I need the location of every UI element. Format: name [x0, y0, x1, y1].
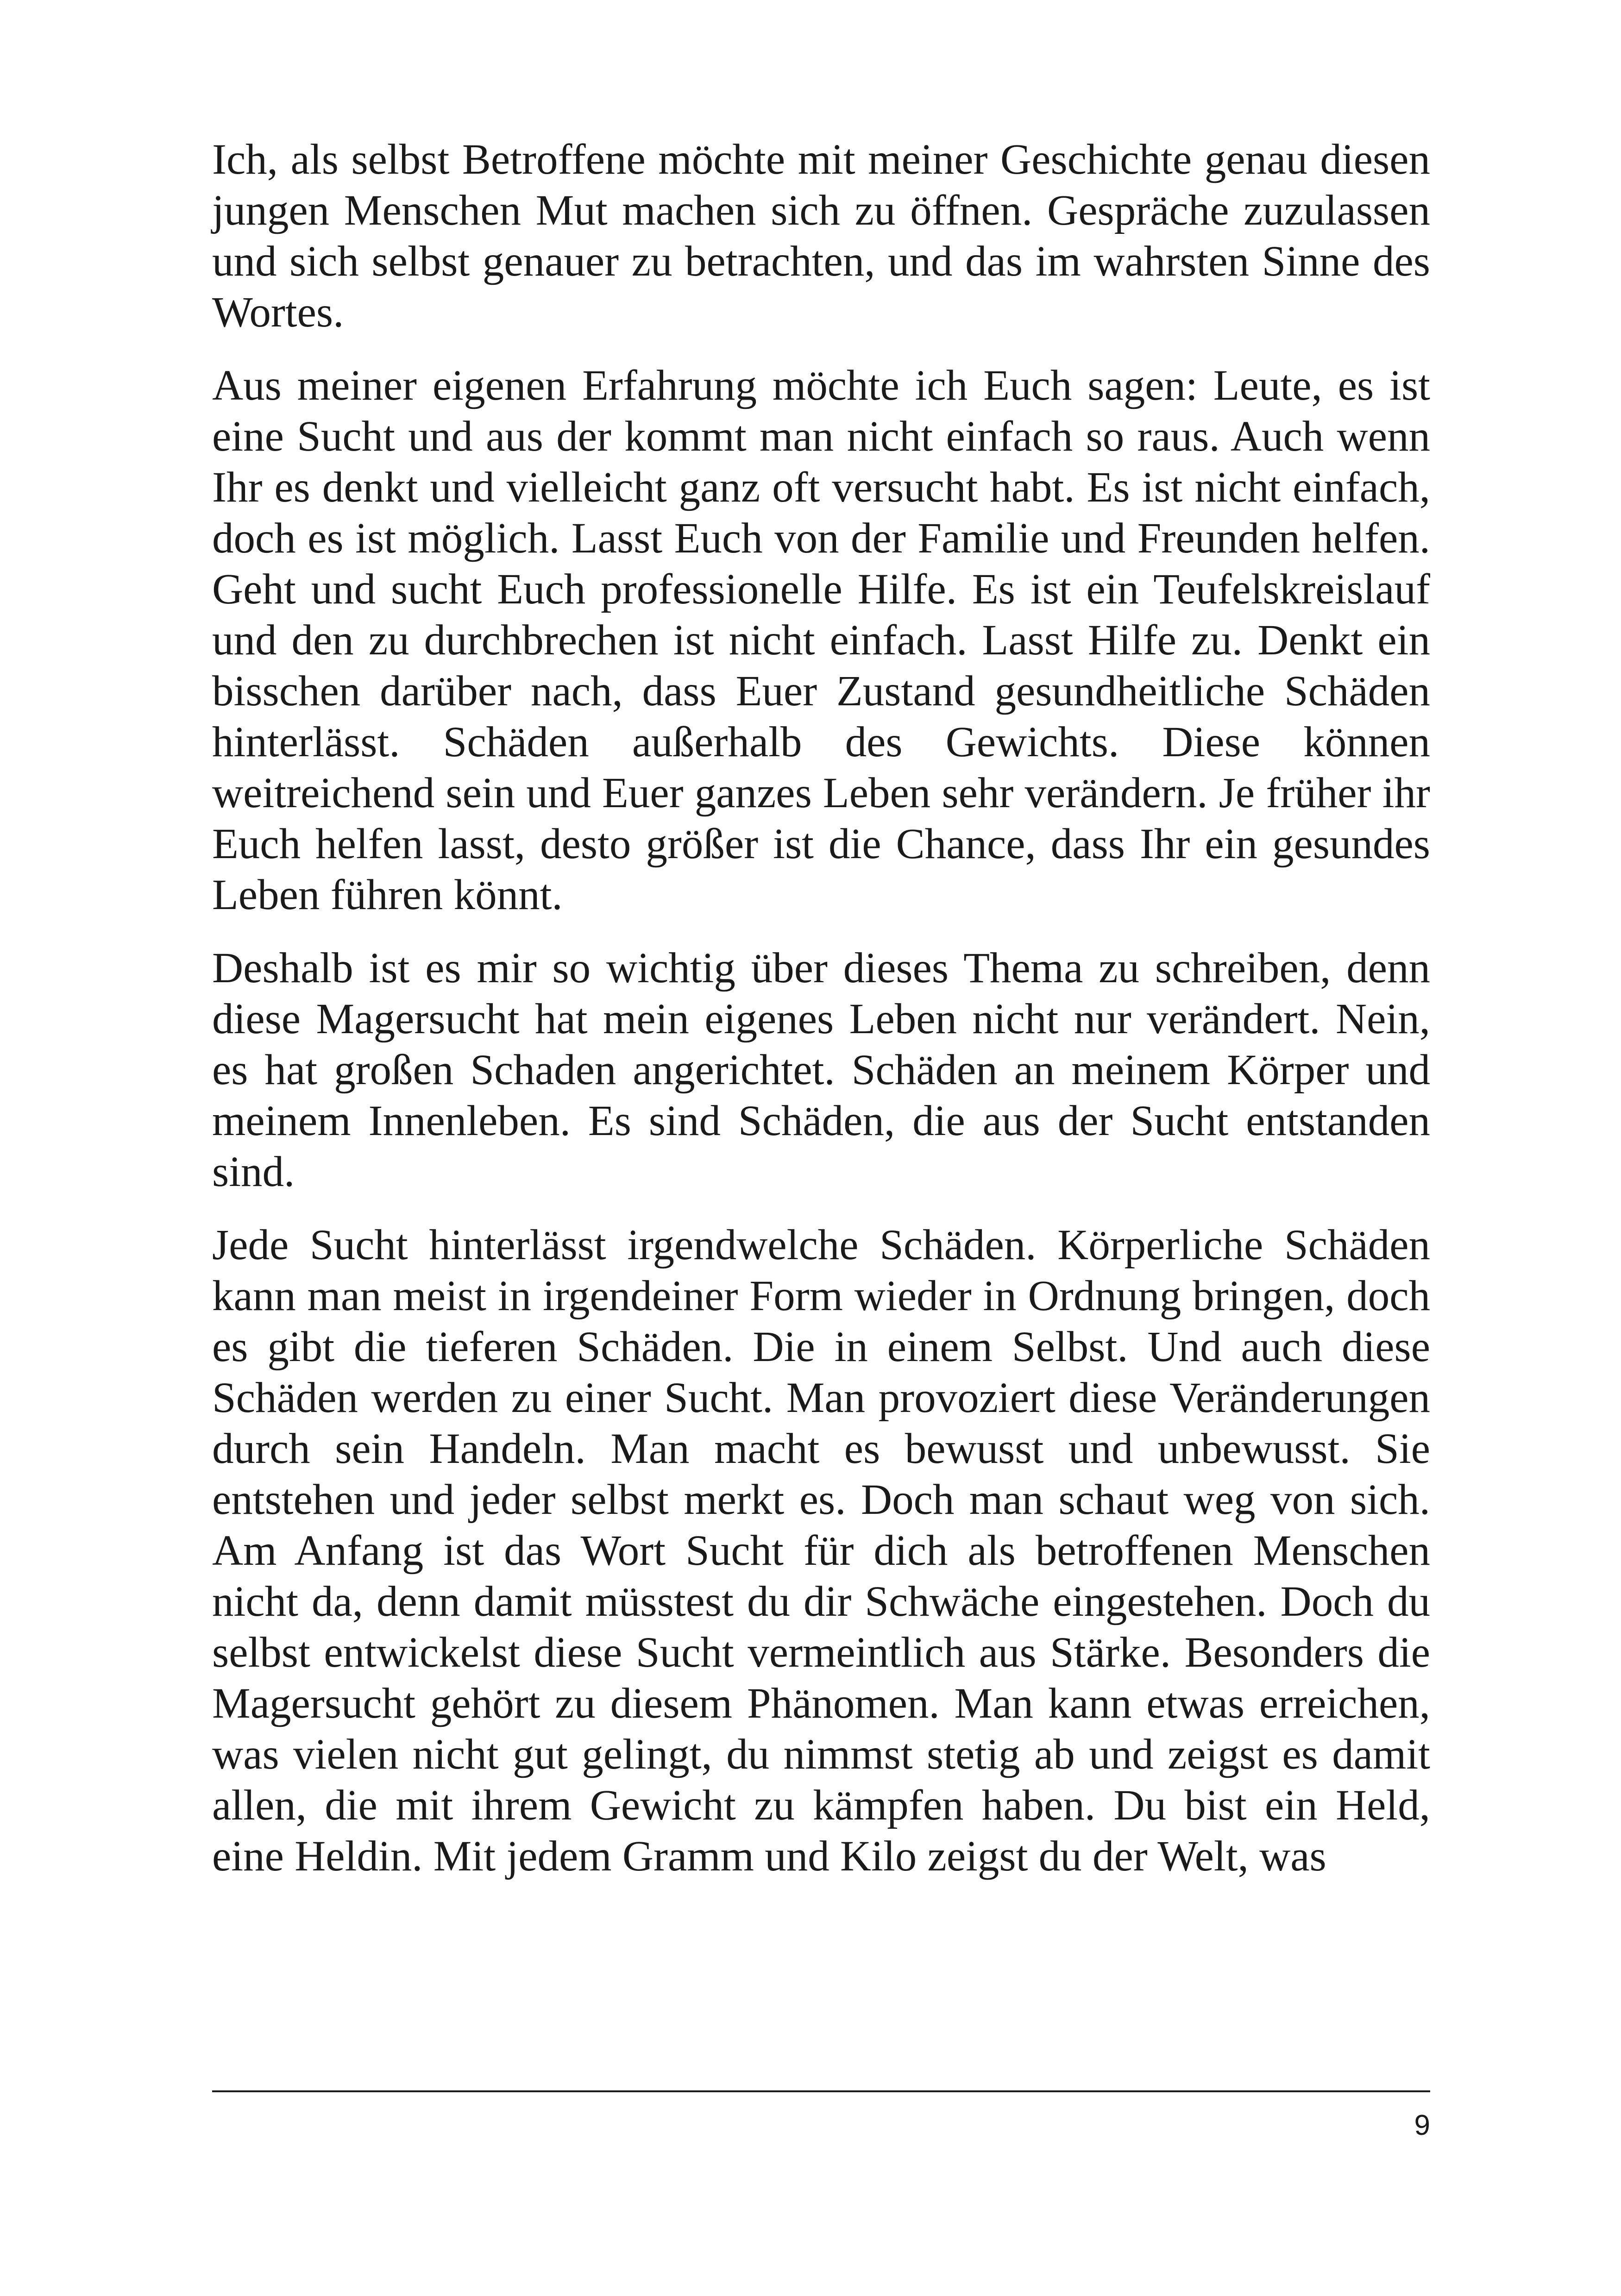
- paragraph-1: Ich, als selbst Betroffene möchte mit meiner Geschichte genau diesen jungen Menschen Mut machen sich zu öffnen. Gespräche zuzulassen und sich selbst genauer zu betrachten, und das im wahrsten Sinne des Wortes.: [212, 136, 1430, 336]
- paragraph-4: Jede Sucht hinterlässt irgendwelche Schäden. Körperliche Schäden kann man meist in irgendeiner Form wieder in Ordnung bringen, doch es gibt die tieferen Schäden. Die in einem Selbst. Und auch diese Schäden werden zu einer Sucht. Man provoziert diese Veränderungen durch sein Handeln. Man macht es bewusst und unbewusst. Sie entstehen und jeder selbst merkt es. Doch man schaut weg von sich. Am Anfang ist das Wort Sucht für dich als betroffenen Menschen nicht da, denn damit müsstest du dir Schwäche eingestehen. Doch du selbst entwickelst diese Sucht vermeintlich aus Stärke. Besonders die Magersucht gehört zu diesem Phänomen. Man kann etwas erreichen, was vielen nicht gut gelingt, du nimmst stetig ab und zeigst es damit allen, die mit ihrem Gewicht zu kämpfen haben. Du bist ein Held, eine Heldin. Mit jedem Gramm und Kilo zeigst du der Welt, was: [212, 1221, 1430, 1880]
- paragraph-3: Deshalb ist es mir so wichtig über dieses Thema zu schreiben, denn diese Magersucht hat mein eigenes Leben nicht nur verändert. Nein, es hat großen Schaden angerichtet. Schäden an meinem Körper und meinem Innenleben. Es sind Schäden, die aus der Sucht entstanden sind.: [212, 944, 1430, 1196]
- paragraph-2: Aus meiner eigenen Erfahrung möchte ich Euch sagen: Leute, es ist eine Sucht und aus der kommt man nicht einfach so raus. Auch wenn Ihr es denkt und vielleicht ganz oft versucht habt. Es ist nicht einfach, doch es ist möglich. Lasst Euch von der Familie und Freunden helfen. Geht und sucht Euch professionelle Hilfe. Es ist ein Teufelskreislauf und den zu durchbrechen ist nicht einfach. Lasst Hilfe zu. Denkt ein bisschen darüber nach, dass Euer Zustand gesundheitliche Schäden hinterlässt. Schäden außerhalb des Gewichts. Diese können weitreichend sein und Euer ganzes Leben sehr verändern. Je früher ihr Euch helfen lasst, desto größer ist die Chance, dass Ihr ein gesundes Leben führen könnt.: [212, 362, 1430, 919]
- footer-divider: [212, 2090, 1430, 2092]
- body-text: [212, 134, 1430, 1904]
- page-number: 9: [1414, 2109, 1430, 2141]
